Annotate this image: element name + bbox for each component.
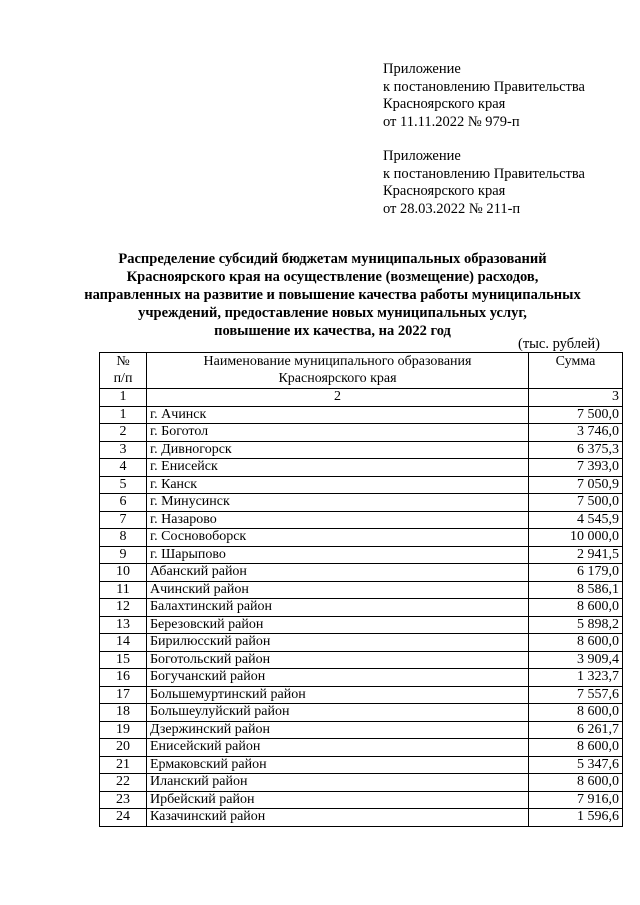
municipality-name: г. Минусинск <box>147 494 529 512</box>
row-number: 7 <box>100 511 147 529</box>
subsidy-amount: 7 393,0 <box>529 459 623 477</box>
subsidy-amount: 7 050,9 <box>529 476 623 494</box>
title-line: Распределение субсидий бюджетам муниципальных образований <box>118 251 547 267</box>
unit-label: (тыс. рублей) <box>518 336 600 352</box>
municipality-name: г. Сосновоборск <box>147 529 529 547</box>
subsidy-amount: 10 000,0 <box>529 529 623 547</box>
subsidy-amount: 3 746,0 <box>529 424 623 442</box>
subsidy-amount: 8 600,0 <box>529 599 623 617</box>
row-number: 20 <box>100 739 147 757</box>
header-number-line2: п/п <box>113 371 133 386</box>
subsidy-amount: 3 909,4 <box>529 651 623 669</box>
header-number <box>100 353 147 389</box>
row-number: 8 <box>100 529 147 547</box>
municipality-name: Дзержинский район <box>147 721 529 739</box>
row-number: 15 <box>100 651 147 669</box>
table-row <box>100 616 623 634</box>
appendix-header-current <box>383 61 585 131</box>
table-row <box>100 459 623 477</box>
municipality-name: Бирилюсский район <box>147 634 529 652</box>
appendix-decree-ref: к постановлению Правительства <box>383 78 585 95</box>
row-number: 5 <box>100 476 147 494</box>
header-name-line2: Красноярского края <box>278 371 397 386</box>
municipality-name: Большеулуйский район <box>147 704 529 722</box>
row-number: 17 <box>100 686 147 704</box>
municipality-name: г. Енисейск <box>147 459 529 477</box>
table-row <box>100 529 623 547</box>
subsidy-amount: 8 586,1 <box>529 581 623 599</box>
row-number: 6 <box>100 494 147 512</box>
table-row <box>100 494 623 512</box>
appendix-label: Приложение <box>383 61 461 77</box>
subsidy-amount: 6 179,0 <box>529 564 623 582</box>
municipality-name: Ачинский район <box>147 581 529 599</box>
row-number: 4 <box>100 459 147 477</box>
title-line: учреждений, предоставление новых муниципальных услуг, <box>138 305 527 321</box>
row-number: 22 <box>100 774 147 792</box>
header-name-line1: Наименование муниципального образования <box>203 354 472 369</box>
row-number: 16 <box>100 669 147 687</box>
appendix-header-original <box>383 148 585 218</box>
appendix-decree-ref: к постановлению Правительства <box>383 165 585 182</box>
column-number-row <box>100 389 623 407</box>
column-number: 2 <box>147 389 529 407</box>
table-row <box>100 721 623 739</box>
municipality-name: Ирбейский район <box>147 791 529 809</box>
row-number: 21 <box>100 756 147 774</box>
row-number: 2 <box>100 424 147 442</box>
subsidy-amount: 7 916,0 <box>529 791 623 809</box>
subsidy-amount: 8 600,0 <box>529 704 623 722</box>
row-number: 1 <box>100 406 147 424</box>
row-number: 13 <box>100 616 147 634</box>
municipality-name: Иланский район <box>147 774 529 792</box>
appendix-date-number: от 11.11.2022 № 979-п <box>383 113 520 130</box>
table-row <box>100 739 623 757</box>
table-row <box>100 686 623 704</box>
subsidy-amount: 7 557,6 <box>529 686 623 704</box>
subsidy-amount: 6 375,3 <box>529 441 623 459</box>
subsidy-amount: 8 600,0 <box>529 739 623 757</box>
table-row <box>100 809 623 827</box>
subsidy-amount: 4 545,9 <box>529 511 623 529</box>
municipality-name: Большемуртинский район <box>147 686 529 704</box>
subsidy-amount: 5 347,6 <box>529 756 623 774</box>
row-number: 12 <box>100 599 147 617</box>
appendix-region: Красноярского края <box>383 96 506 112</box>
title-line: повышение их качества, на 2022 год <box>214 323 451 339</box>
column-number: 3 <box>529 389 623 407</box>
municipality-name: Енисейский район <box>147 739 529 757</box>
row-number: 10 <box>100 564 147 582</box>
table-row <box>100 441 623 459</box>
municipality-name: Балахтинский район <box>147 599 529 617</box>
appendix-region: Красноярского края <box>383 183 506 199</box>
municipality-name: г. Назарово <box>147 511 529 529</box>
subsidy-amount: 5 898,2 <box>529 616 623 634</box>
municipality-name: Богучанский район <box>147 669 529 687</box>
table-row <box>100 651 623 669</box>
subsidy-amount: 6 261,7 <box>529 721 623 739</box>
table-row <box>100 791 623 809</box>
row-number: 11 <box>100 581 147 599</box>
header-name <box>147 353 529 389</box>
municipality-name: Абанский район <box>147 564 529 582</box>
municipality-name: Ермаковский район <box>147 756 529 774</box>
table-row <box>100 756 623 774</box>
table-row <box>100 581 623 599</box>
header-sum: Сумма <box>529 353 623 389</box>
subsidy-amount: 2 941,5 <box>529 546 623 564</box>
municipality-name: г. Дивногорск <box>147 441 529 459</box>
title-line: направленных на развитие и повышение качества работы муниципальных <box>84 287 581 303</box>
column-number: 1 <box>100 389 147 407</box>
table-row <box>100 511 623 529</box>
row-number: 23 <box>100 791 147 809</box>
subsidy-amount: 1 596,6 <box>529 809 623 827</box>
subsidy-amount: 8 600,0 <box>529 634 623 652</box>
table-header-row <box>100 353 623 389</box>
document-title <box>60 250 605 340</box>
table-row <box>100 599 623 617</box>
table-row <box>100 406 623 424</box>
subsidy-amount: 7 500,0 <box>529 406 623 424</box>
table-row <box>100 564 623 582</box>
municipality-name: г. Шарыпово <box>147 546 529 564</box>
row-number: 9 <box>100 546 147 564</box>
subsidy-amount: 7 500,0 <box>529 494 623 512</box>
municipality-name: Казачинский район <box>147 809 529 827</box>
table-row <box>100 546 623 564</box>
municipality-name: г. Боготол <box>147 424 529 442</box>
row-number: 24 <box>100 809 147 827</box>
header-number-line1: № <box>116 354 130 369</box>
row-number: 19 <box>100 721 147 739</box>
table-row <box>100 634 623 652</box>
row-number: 14 <box>100 634 147 652</box>
table-row <box>100 424 623 442</box>
table-row <box>100 704 623 722</box>
table-row <box>100 476 623 494</box>
municipality-name: г. Ачинск <box>147 406 529 424</box>
municipality-name: Березовский район <box>147 616 529 634</box>
table-row <box>100 774 623 792</box>
appendix-date-number: от 28.03.2022 № 211-п <box>383 200 521 217</box>
subsidy-amount: 1 323,7 <box>529 669 623 687</box>
appendix-label: Приложение <box>383 148 461 164</box>
title-line: Красноярского края на осуществление (возмещение) расходов, <box>126 269 539 285</box>
municipality-name: г. Канск <box>147 476 529 494</box>
subsidy-table <box>99 352 623 827</box>
table-row <box>100 669 623 687</box>
municipality-name: Боготольский район <box>147 651 529 669</box>
row-number: 18 <box>100 704 147 722</box>
subsidy-amount: 8 600,0 <box>529 774 623 792</box>
row-number: 3 <box>100 441 147 459</box>
